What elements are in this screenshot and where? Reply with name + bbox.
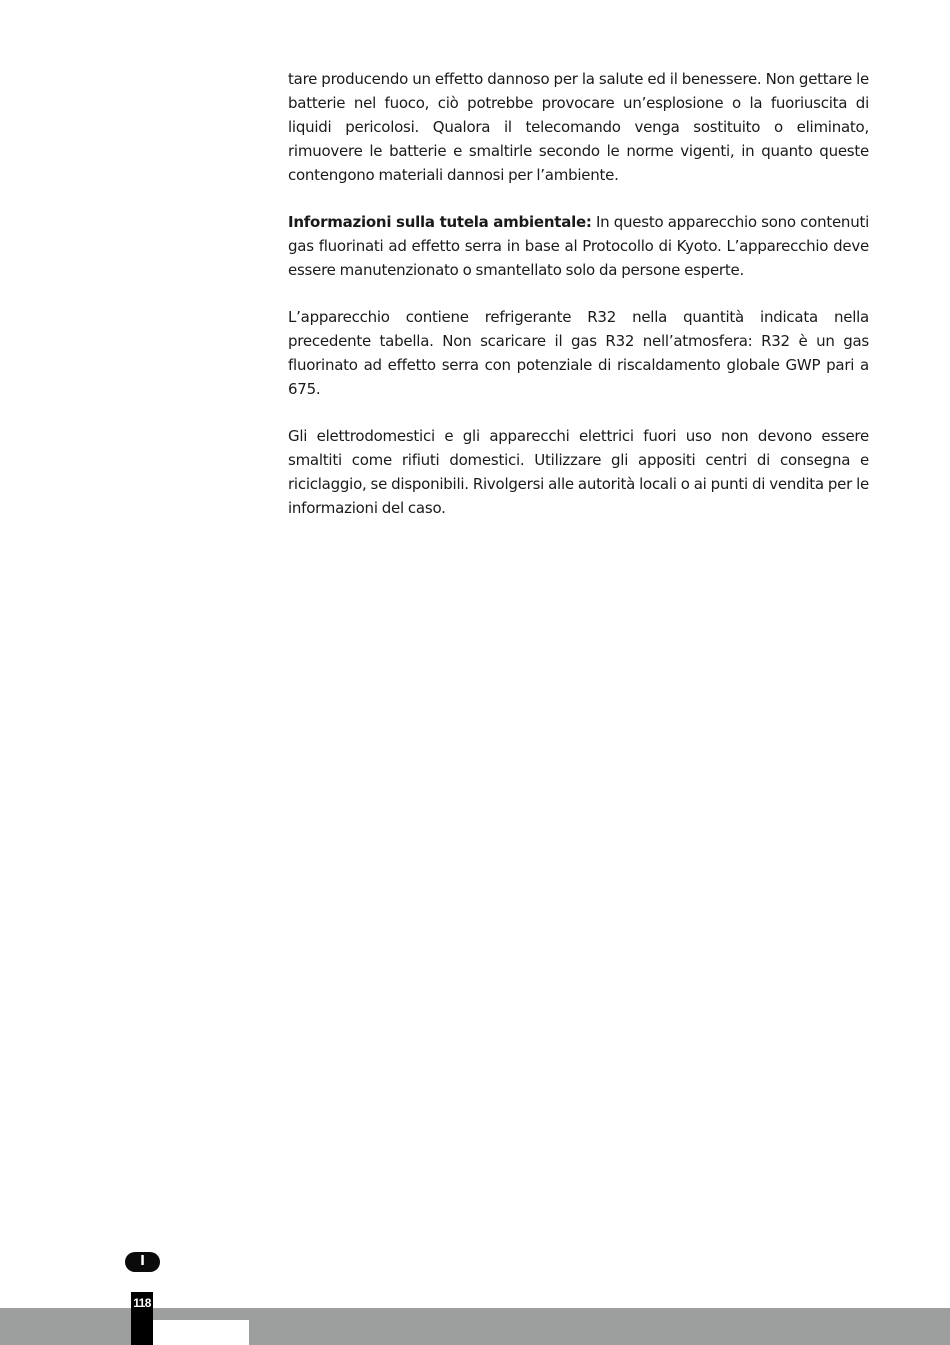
language-badge: I — [125, 1252, 160, 1272]
paragraph-body: In questo apparecchio sono contenuti gas fluorinati ad effetto serra in base al Protocollo di Kyoto. L’apparecchio deve essere manutenzionato o smantellato solo da persone esperte. — [288, 213, 869, 279]
main-text — [288, 67, 869, 543]
paragraph-refrigerant: L’apparecchio contiene refrigerante R32 nella quantità indicata nella precedente tabella. Non scaricare il gas R32 nell’atmosfera: R32 è un gas fluorinato ad effetto serra con potenziale di riscaldamento globale GWP pari a 675. — [288, 308, 869, 398]
page-number: 118 — [133, 1296, 151, 1310]
paragraph-disposal: Gli elettrodomestici e gli apparecchi elettrici fuori uso non devono essere smaltiti come rifiuti domestici. Utilizzare gli appositi centri di consegna e riciclaggio, se disponibili. Rivolgersi alle autorità locali o ai punti di vendita per le informazioni del caso. — [288, 427, 869, 517]
paragraph-heading: Informazioni sulla tutela ambientale: — [288, 213, 592, 231]
paragraph-batteries: tare producendo un effetto dannoso per la salute ed il benessere. Non gettare le batterie nel fuoco, ciò potrebbe provocare un’esplosione o la fuoriuscita di liquidi pericolosi. Qualora il telecomando venga sostituito o eliminato, rimuovere le batterie e smaltirle secondo le norme vigenti, in quanto queste contengono materiali dannosi per l’ambiente. — [288, 70, 869, 184]
footer-white-block — [153, 1320, 249, 1345]
paragraph-environment — [288, 210, 869, 282]
